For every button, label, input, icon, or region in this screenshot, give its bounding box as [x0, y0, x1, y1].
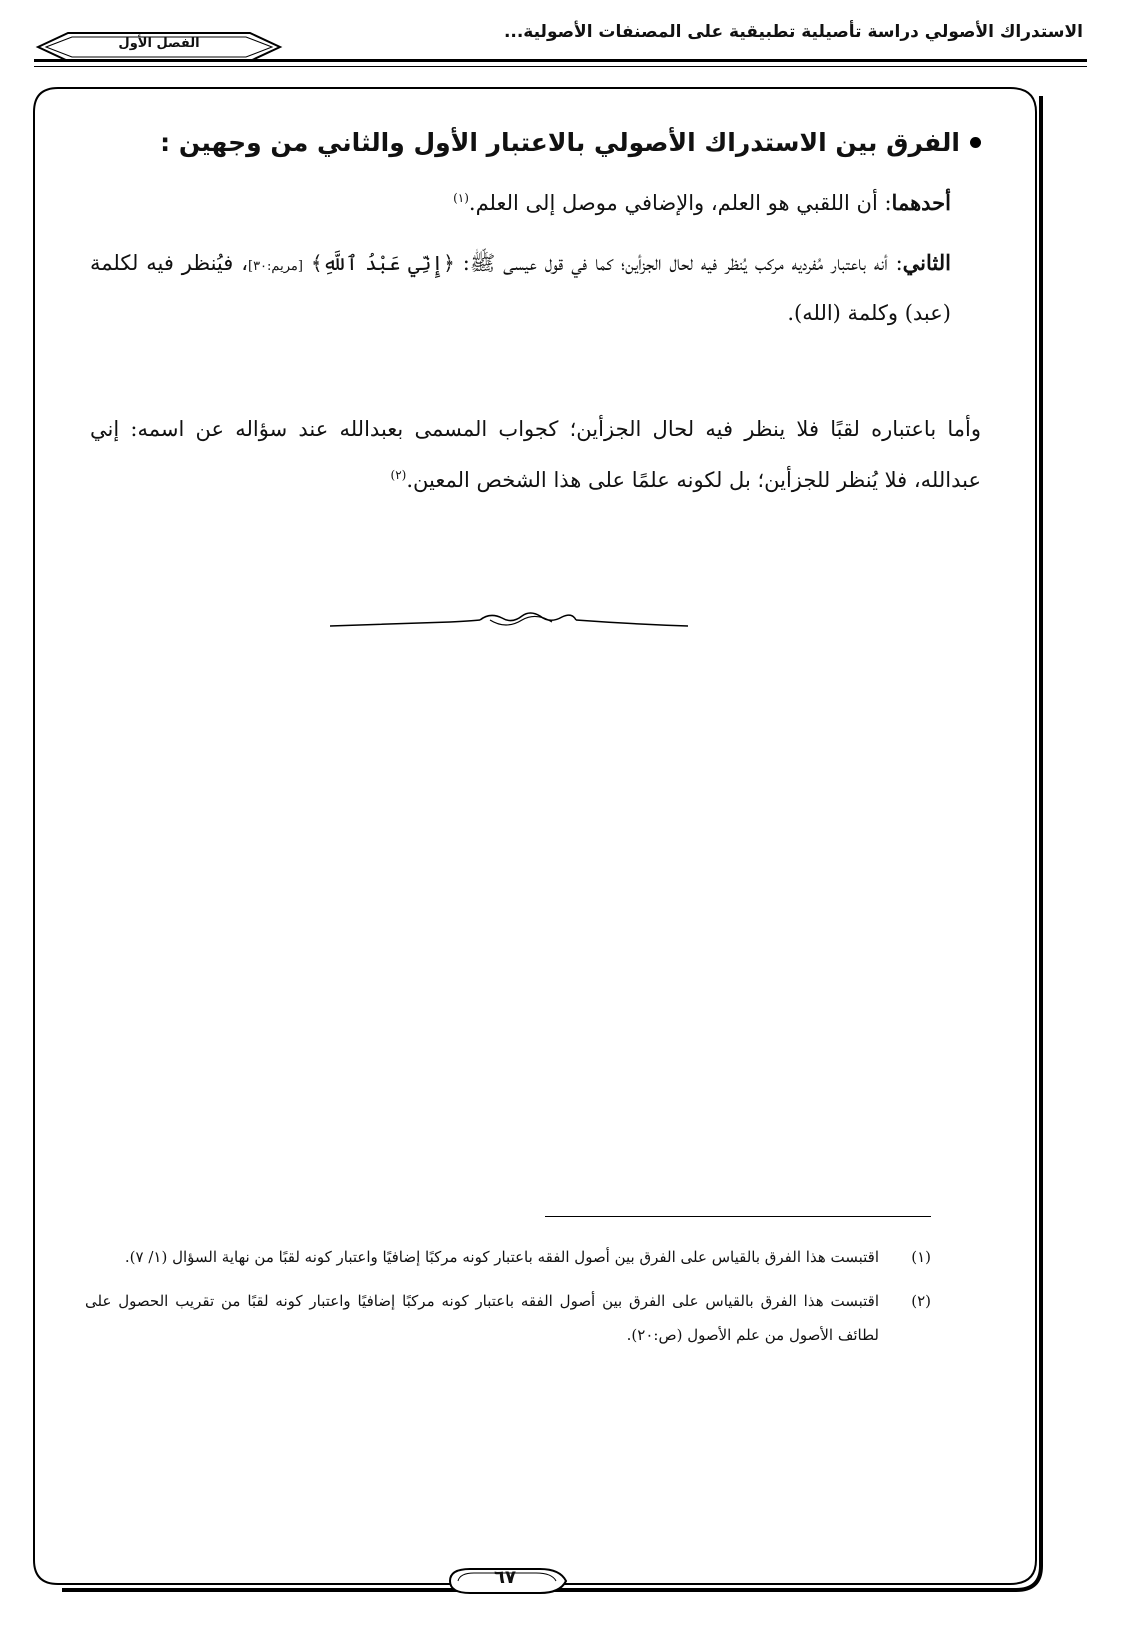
section-heading: [90, 128, 981, 157]
paragraph-first-lead: أحدهما: [891, 190, 951, 215]
footnote-text: اقتبست هذا الفرق بالقياس على الفرق بين أصول الفقه باعتبار كونه مركبًا إضافيًا واعتبار كونه لقبًا من تقريب الحصول على لطائف الأصول من علم الأصول (ص:٢٠).: [85, 1292, 879, 1344]
footnote-number: (٢): [911, 1292, 931, 1310]
paragraph-second: [90, 240, 981, 336]
footnotes: [85, 1240, 931, 1362]
page-number-badge: [440, 1565, 570, 1597]
bullet-icon: [970, 137, 981, 148]
running-title: الاستدراك الأصولي دراسة تأصيلية تطبيقية على المصنفات الأصولية...: [503, 22, 1083, 42]
page-number: ٦٧: [494, 1567, 516, 1588]
main-content: [90, 128, 981, 350]
footnote-separator: [545, 1216, 931, 1217]
ornament-divider-icon: [330, 608, 690, 638]
paragraph-second-text: : أنه باعتبار مُفرديه مركب يُنظر فيه لحال الجزأين؛ كما في قول عيسى ﷺ:: [462, 251, 903, 275]
header-rule: [34, 59, 1087, 62]
quran-verse: ﴿إِنِّي عَبْدُ ٱللَّهِ﴾: [310, 251, 455, 275]
footnote-ref-2[interactable]: (٢): [390, 468, 407, 482]
paragraph-second-lead: الثاني: [902, 250, 951, 275]
chapter-label: الفصل الأول: [118, 36, 200, 51]
header-rule-thin: [34, 66, 1087, 67]
verse-citation: [مريم:٣٠]: [248, 259, 303, 274]
footnote-text: اقتبست هذا الفرق بالقياس على الفرق بين أصول الفقه باعتبار كونه مركبًا إضافيًا واعتبار كونه لقبًا من نهاية السؤال (١/ ٧).: [124, 1248, 879, 1266]
footnote-1: [85, 1240, 931, 1274]
paragraph-first-text: : أن اللقبي هو العلم، والإضافي موصل إلى العلم.: [468, 191, 892, 215]
paragraph-second-tail: ، فيُنظر فيه لكلمة (عبد) وكلمة (الله).: [90, 251, 951, 325]
footnote-ref-1[interactable]: (١): [453, 191, 469, 205]
paragraph-third: [90, 406, 981, 503]
paragraph-first: [90, 175, 981, 226]
footnote-2: [85, 1284, 931, 1352]
paragraph-third-text: وأما باعتباره لقبًا فلا ينظر فيه لحال الجزأين؛ كجواب المسمى بعبدالله عند سؤاله عن اسمه: إني عبدالله، فلا يُنظر للجزأين؛ بل لكونه علمًا على هذا الشخص المعين.: [90, 417, 981, 492]
section-heading-text: الفرق بين الاستدراك الأصولي بالاعتبار الأول والثاني من وجهين :: [160, 128, 960, 157]
footnote-number: (١): [911, 1248, 931, 1266]
